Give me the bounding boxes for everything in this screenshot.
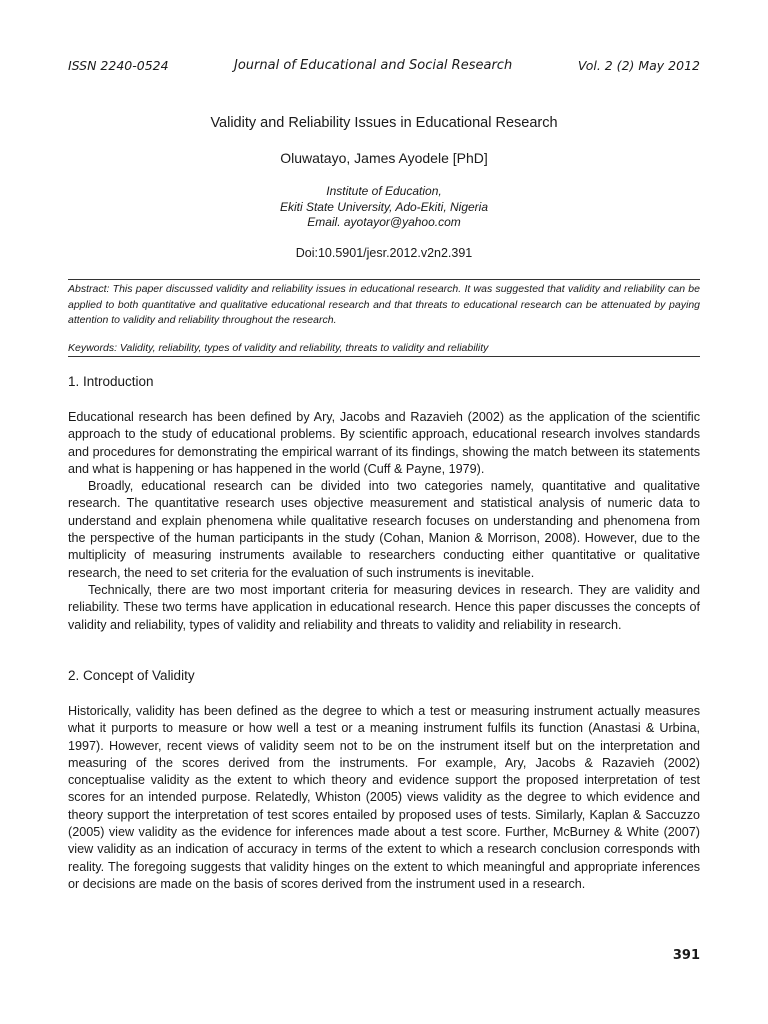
affiliation-university: Ekiti State University, Ado-Ekiti, Nigeria <box>279 199 489 214</box>
page-number: 391 <box>672 948 700 963</box>
affiliation-email: Email. ayotayor@yahoo.com <box>307 215 461 229</box>
header-issn: ISSN 2240-0524 <box>68 58 169 73</box>
paper-doi: Doi:10.5901/jesr.2012.v2n2.391 <box>295 246 473 260</box>
section-heading-concept-of-validity: 2. Concept of Validity <box>68 668 195 683</box>
paragraph: Broadly, educational research can be divided into two categories namely, quantitative and qualitative research. The quantitative research uses objective measurement and statistical analysis of numeric data to understand and explain phenomena while qualitative research focuses on understanding and phenomena from the perspective of the human participants in the study (Cohan, Manion & Morrison, 2008). However, due to the multiplicity of measuring instruments available to researchers conducting either quantitative or qualitative research, the need to set criteria for the evaluation of such instruments is inevitable. <box>68 479 700 580</box>
section-introduction-body <box>68 409 700 634</box>
header-volume: Vol. 2 (2) May 2012 <box>577 58 700 73</box>
affiliation-institute: Institute of Education, <box>326 184 442 198</box>
header-journal-title: Journal of Educational and Social Research <box>234 58 513 73</box>
abstract-top-rule <box>68 279 700 280</box>
section-heading-introduction: 1. Introduction <box>68 374 154 389</box>
paragraph: Historically, validity has been defined as the degree to which a test or measuring instrument actually measures what it purports to measure or how well a test or a meaning instrument fulfils its function (Anastasi & Urbina, 1997). However, recent views of validity seem not to be on the instrument itself but on the interpretation and measuring of the scores derived from the instruments. For example, Ary, Jacobs & Razavieh (2002) conceptualise validity as the extent to which theory and evidence support the proposed interpretation of test scores for an intended purpose. Relatedly, Whiston (2005) views validity as the degree to which evidence and theory support the interpretation of test scores entailed by proposed uses of tests. Similarly, Kaplan & Saccuzzo (2005) view validity as the evidence for inferences made about a test score. Further, McBurney & White (2007) view validity as an indication of accuracy in terms of the extent to which a research conclusion corresponds with reality. The foregoing suggests that validity hinges on the extent to which meaningful and appropriate inferences or decisions are made on the basis of scores derived from the instrument used in a research. <box>68 704 700 891</box>
paragraph: Educational research has been defined by Ary, Jacobs and Razavieh (2002) as the application of the scientific approach to the study of educational problems. By scientific approach, educational research involves standards and procedures for demonstrating the empirical warrant of its findings, showing the match between its statements and what is happening or has happened in the world (Cuff & Payne, 1979). <box>68 410 700 476</box>
abstract-bottom-rule <box>68 356 700 357</box>
paper-author: Oluwatayo, James Ayodele [PhD] <box>280 150 488 166</box>
keywords: Keywords: Validity, reliability, types of validity and reliability, threats to validity and reliability <box>68 342 489 354</box>
paper-title: Validity and Reliability Issues in Educational Research <box>210 115 558 131</box>
paragraph: Technically, there are two most important criteria for measuring devices in research. They are validity and reliability. These two terms have application in educational research. Hence this paper discusses the concepts of validity and reliability, types of validity and reliability and threats to validity and reliability in research. <box>68 582 700 632</box>
abstract: Abstract: This paper discussed validity and reliability issues in educational research. It was suggested that validity and reliability can be applied to both quantitative and qualitative educational research and that threats to educational research can be attenuated by paying attention to validity and reliability throughout the research. <box>68 283 700 326</box>
section-validity-body <box>68 703 700 893</box>
running-header <box>68 58 700 78</box>
author-affiliation <box>0 184 768 231</box>
